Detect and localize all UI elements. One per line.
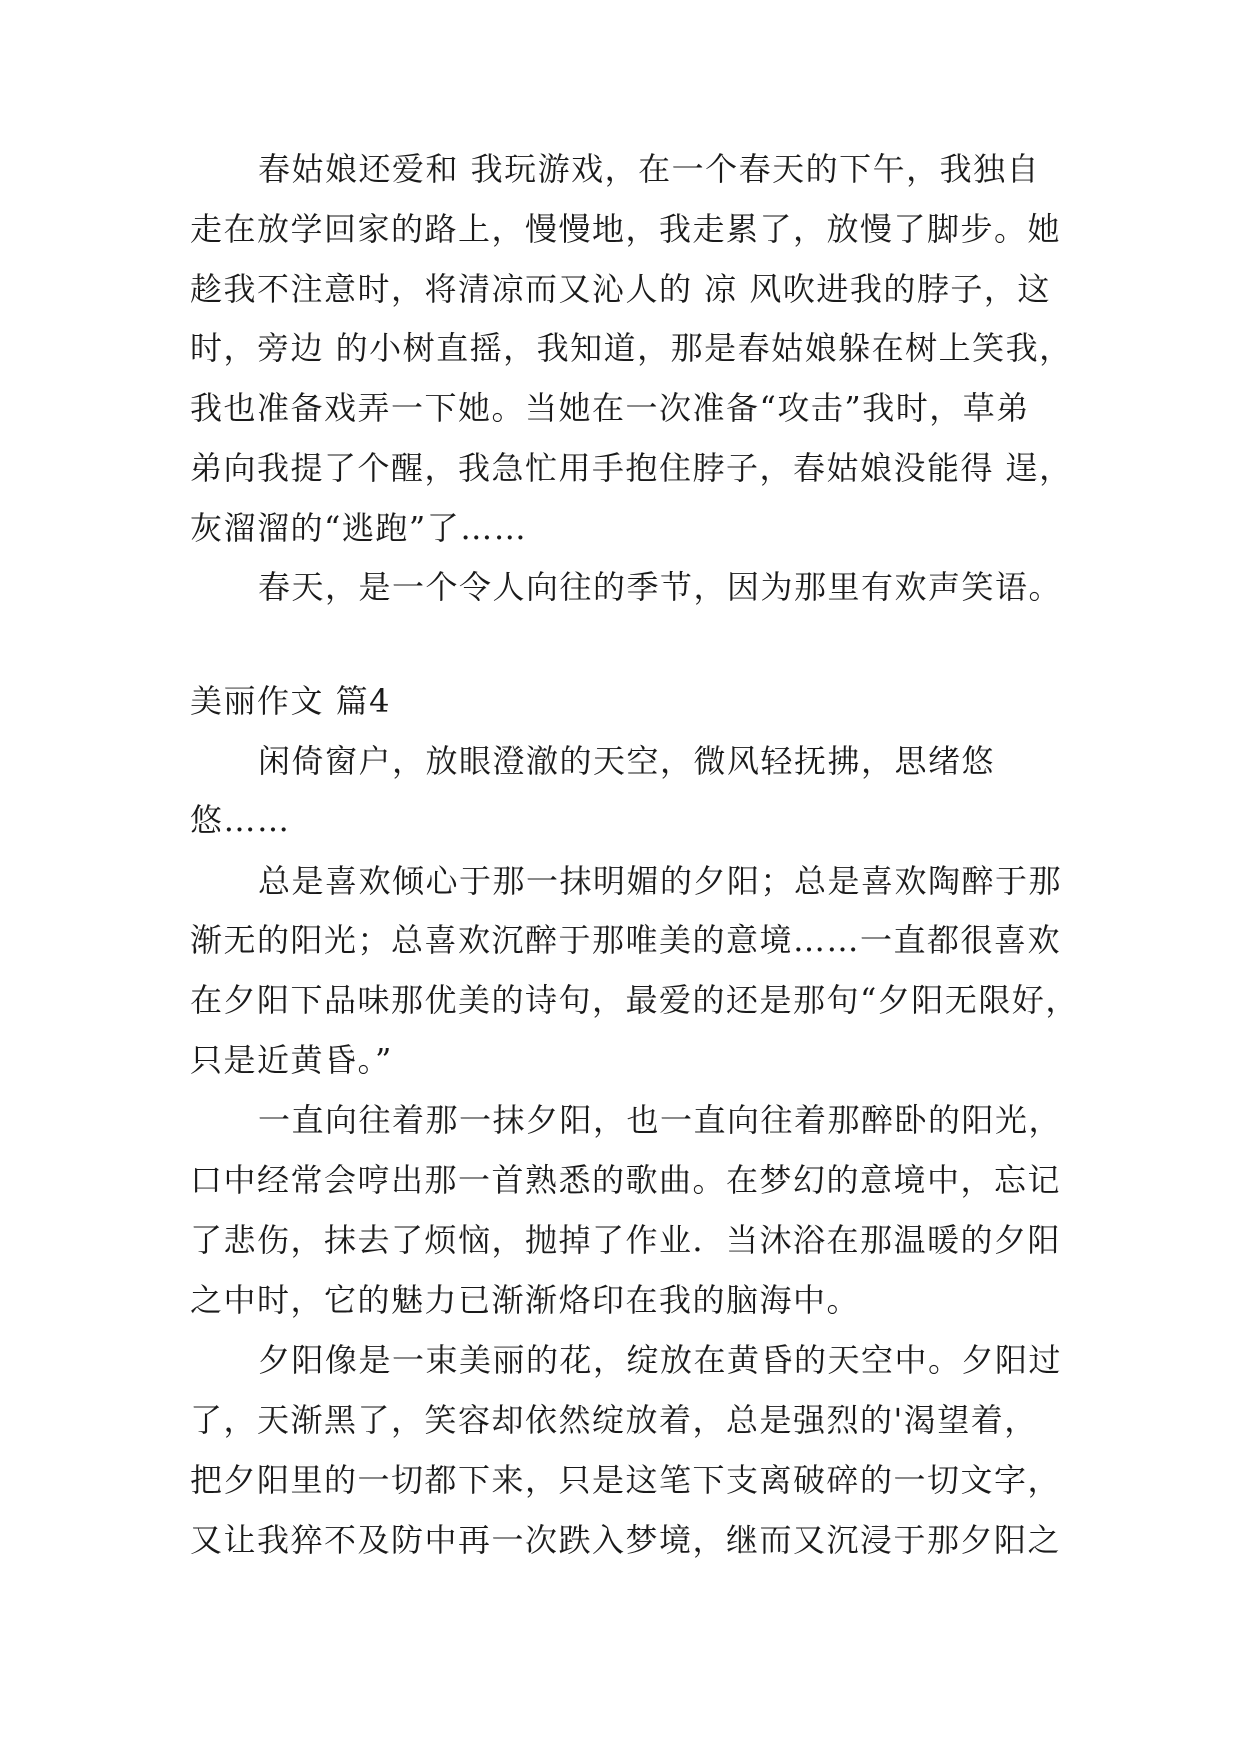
text-line: 春姑娘还爱和 我玩游戏，在一个春天的下午，我独自	[258, 150, 1041, 188]
text-line: 一直向往着那一抹夕阳，也一直向往着那醉卧的阳光，	[258, 1101, 1063, 1139]
text-line: 夕阳像是一束美丽的花，绽放在黄昏的天空中。夕阳过	[258, 1341, 1063, 1379]
text-line: 又让我猝不及防中再一次跌入梦境，继而又沉浸于那夕阳之	[190, 1521, 1062, 1559]
text-line: 悠……	[190, 801, 291, 839]
text-line: 之中时，它的魅力已渐渐烙印在我的脑海中。	[190, 1281, 861, 1319]
text-line: 灰溜溜的“逃跑”了……	[190, 509, 528, 547]
text-line: 渐无的阳光；总喜欢沉醉于那唯美的意境……一直都很喜欢	[190, 921, 1062, 959]
text-line: 时，旁边 的小树直摇，我知道，那是春姑娘躲在树上笑我，	[190, 329, 1073, 367]
text-line: 春天，是一个令人向往的季节，因为那里有欢声笑语。	[258, 568, 1063, 606]
text-line: 了悲伤，抹去了烦恼，抛掉了作业．当沐浴在那温暖的夕阳	[190, 1221, 1062, 1259]
text-line: 走在放学回家的路上，慢慢地，我走累了，放慢了脚步。她	[190, 210, 1062, 248]
text-line: 我也准备戏弄一下她。当她在一次准备“攻击”我时，草弟	[190, 389, 1030, 427]
text-line: 在夕阳下品味那优美的诗句，最爱的还是那句“夕阳无限好，	[190, 981, 1079, 1019]
text-line: 闲倚窗户，放眼澄澈的天空，微风轻抚拂，思绪悠	[258, 742, 996, 780]
text-line: 总是喜欢倾心于那一抹明媚的夕阳；总是喜欢陶醉于那	[258, 862, 1063, 900]
text-line: 趁我不注意时，将清凉而又沁人的 凉 风吹进我的脖子，这	[190, 270, 1051, 308]
text-line: 弟向我提了个醒，我急忙用手抱住脖子，春姑娘没能得 逞，	[190, 449, 1073, 487]
text-line: 了，天渐黑了，笑容却依然绽放着，总是强烈的'渴望着，	[190, 1401, 1038, 1439]
text-line: 只是近黄昏。”	[190, 1041, 393, 1079]
text-line: 口中经常会哼出那一首熟悉的歌曲。在梦幻的意境中，忘记	[190, 1161, 1062, 1199]
section-title: 美丽作文 篇4	[190, 682, 392, 720]
text-line: 把夕阳里的一切都下来，只是这笔下支离破碎的一切文字，	[190, 1461, 1062, 1499]
